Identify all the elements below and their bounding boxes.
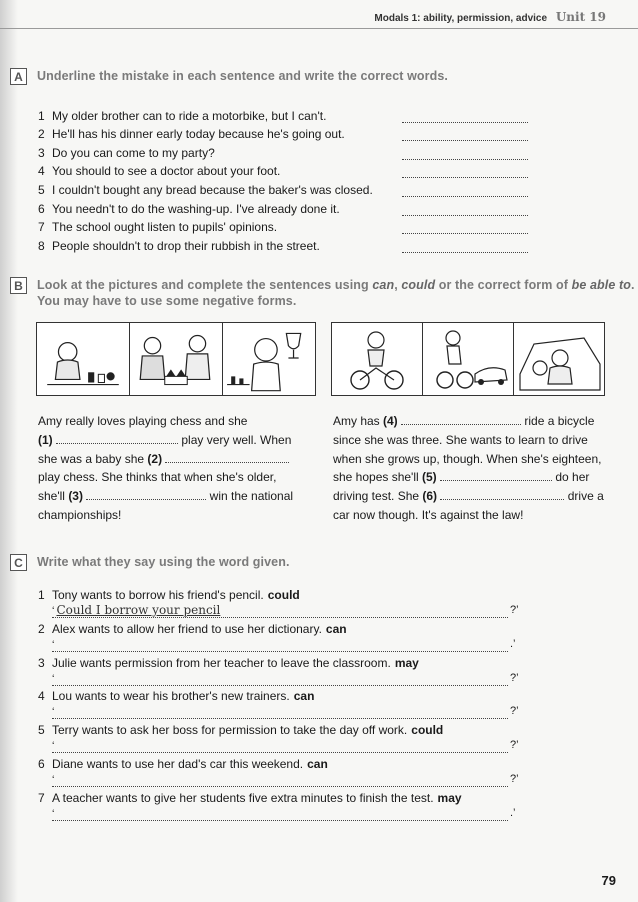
illustration-tricycle [332,323,423,395]
tricycle-drawing [332,323,422,395]
item-number: 3 [38,655,45,670]
gap-6-number: (6) [422,489,438,504]
answer-line[interactable] [52,670,508,686]
answer-line[interactable] [52,737,508,753]
exercise-a-item [38,123,528,142]
item-prompt: Alex wants to allow her friend to use her dictionary. [52,621,322,636]
section-b-left-text: Amy really loves playing chess and she (1) play very well. When she was a baby she (2) play chess. She thinks that when she's older, she'll (3) win the national championships! [38,414,294,522]
item-prompt: Diane wants to use her dad's car this weekend. [52,756,304,771]
item-keyword: can [325,621,347,636]
exercise-a-item [38,197,528,216]
gap-4-number: (4) [383,414,398,428]
answer-line[interactable] [402,205,528,216]
exercise-c-item [38,723,518,757]
answer-line[interactable] [402,167,528,178]
item-number: 6 [38,201,45,216]
gap-6-line[interactable] [440,489,564,500]
item-sentence: You needn't to do the washing-up. I've already done it. [52,201,340,216]
close-punctuation: ?’ [510,772,519,785]
section-b-heading [10,277,638,309]
item-number: 8 [38,238,45,253]
example-answer: Could I borrow your pencil [56,603,221,617]
baby-chess-drawing [37,323,129,395]
exercise-c-item [38,689,518,723]
exercise-c-item [38,656,518,690]
item-sentence: My older brother can to ride a motorbike, but I can't. [52,108,327,123]
section-c-heading [10,554,290,571]
item-sentence: I couldn't bought any bread because the baker's was closed. [52,182,373,197]
section-a-instruction: Underline the mistake in each sentence and write the correct words. [37,69,448,83]
item-number: 1 [38,108,45,123]
gap-3-line[interactable] [86,489,206,500]
header-rule [0,28,638,29]
answer-line[interactable] [402,130,528,141]
open-quote: ‘ [52,638,55,651]
item-sentence: You should to see a doctor about your foot. [52,164,281,179]
close-punctuation: .’ [510,637,516,650]
open-quote: ‘ [52,605,55,617]
close-punctuation: ?’ [510,739,519,752]
gap-2-line[interactable] [165,452,289,463]
bicycle-illustration-strip [331,322,605,396]
chess-illustration-strip [36,322,316,396]
illustration-baby-chess [37,323,130,395]
exercise-a-item [38,178,528,197]
exercise-a-item [38,216,528,235]
gap-3-number: (3) [68,489,83,504]
item-number: 1 [38,588,45,602]
item-number: 5 [38,723,45,738]
item-keyword: may [394,655,419,670]
illustration-kids-chess [130,323,223,395]
item-keyword: could [411,723,444,738]
unit-label: Unit 19 [555,10,606,24]
item-prompt: Julie wants permission from her teacher to leave the classroom. [52,655,391,670]
open-quote: ‘ [52,740,55,753]
close-punctuation: ?’ [510,671,519,684]
item-sentence: The school ought listen to pupils' opinions. [52,220,278,235]
item-keyword: can [293,689,315,704]
bicycle-drawing [423,323,513,395]
illustration-trophy [223,323,315,395]
exercise-c-item [38,588,518,622]
item-number: 3 [38,145,45,160]
item-sentence: People shouldn't to drop their rubbish in the street. [52,238,320,253]
close-punctuation: ?’ [510,604,519,616]
section-c-letter: C [10,554,27,571]
item-prompt: Lou wants to wear his brother's new trainers. [52,689,290,704]
section-b-letter: B [10,277,27,294]
section-c-list [38,588,518,825]
car-driver-drawing [514,323,604,395]
answer-line[interactable] [52,805,508,821]
answer-line[interactable] [402,242,528,253]
exercise-c-item [38,791,518,825]
answer-line[interactable] [402,186,528,197]
item-prompt: A teacher wants to give her students five extra minutes to finish the test. [52,790,434,805]
item-number: 6 [38,756,45,771]
answer-line[interactable] [402,223,528,234]
gap-1-line[interactable] [56,433,178,444]
open-quote: ‘ [52,773,55,786]
page-edge-shadow [0,0,18,902]
gap-5-line[interactable] [440,470,552,481]
exercise-c-item [38,622,518,656]
item-number: 2 [38,127,45,142]
item-number: 4 [38,164,45,179]
trophy-drawing [223,323,315,395]
page-number: 79 [601,873,616,888]
open-quote: ‘ [52,807,55,820]
open-quote: ‘ [52,706,55,719]
item-prompt: Tony wants to borrow his friend's pencil. [52,588,264,602]
item-keyword: can [307,756,328,771]
exercise-a-item [38,234,528,253]
answer-line[interactable] [402,149,528,160]
illustration-bicycle [423,323,514,395]
gap-5-number: (5) [422,470,437,485]
answer-line[interactable] [52,602,508,618]
illustration-car-driver [514,323,604,395]
close-punctuation: .’ [510,806,516,819]
item-number: 7 [38,220,45,235]
gap-4-line[interactable] [401,414,521,425]
answer-line[interactable] [52,703,508,719]
kids-chess-drawing [130,323,222,395]
section-b-right-text: Amy has (4) ride a bicycle since she was three. She wants to learn to drive when she grows up, though. When she's eighteen, she hopes she'll (5) do her driving test. She (6) drive a car now though. It's against the law! [333,414,604,522]
answer-line[interactable] [52,636,508,652]
section-a-list [38,104,528,253]
section-a-letter: A [10,68,27,85]
item-keyword: may [437,790,462,805]
page-header [0,0,638,30]
item-sentence: Do you can come to my party? [52,145,215,160]
answer-line[interactable] [52,771,508,787]
section-b-instruction: Look at the pictures and complete the sentences using can, could or the correct form of be able to. You may have to use some negative forms. [37,278,635,308]
item-number: 7 [38,790,45,805]
item-keyword: could [267,588,300,602]
gap-2-number: (2) [147,451,163,466]
close-punctuation: ?’ [510,705,519,718]
item-number: 2 [38,621,45,636]
item-number: 4 [38,689,45,704]
item-prompt: Terry wants to ask her boss for permission to take the day off work. [52,723,408,738]
exercise-a-item [38,141,528,160]
gap-1-number: (1) [38,432,53,447]
section-a-heading [10,68,448,85]
section-c-instruction: Write what they say using the word given. [37,555,290,569]
answer-line[interactable] [402,112,528,123]
exercise-c-item [38,757,518,791]
open-quote: ‘ [52,672,55,685]
item-sentence: He'll has his dinner early today because he's going out. [52,127,345,142]
exercise-a-item [38,104,528,123]
item-number: 5 [38,182,45,197]
exercise-a-item [38,160,528,179]
header-title: Modals 1: ability, permission, advice Unit 19 [374,10,606,24]
